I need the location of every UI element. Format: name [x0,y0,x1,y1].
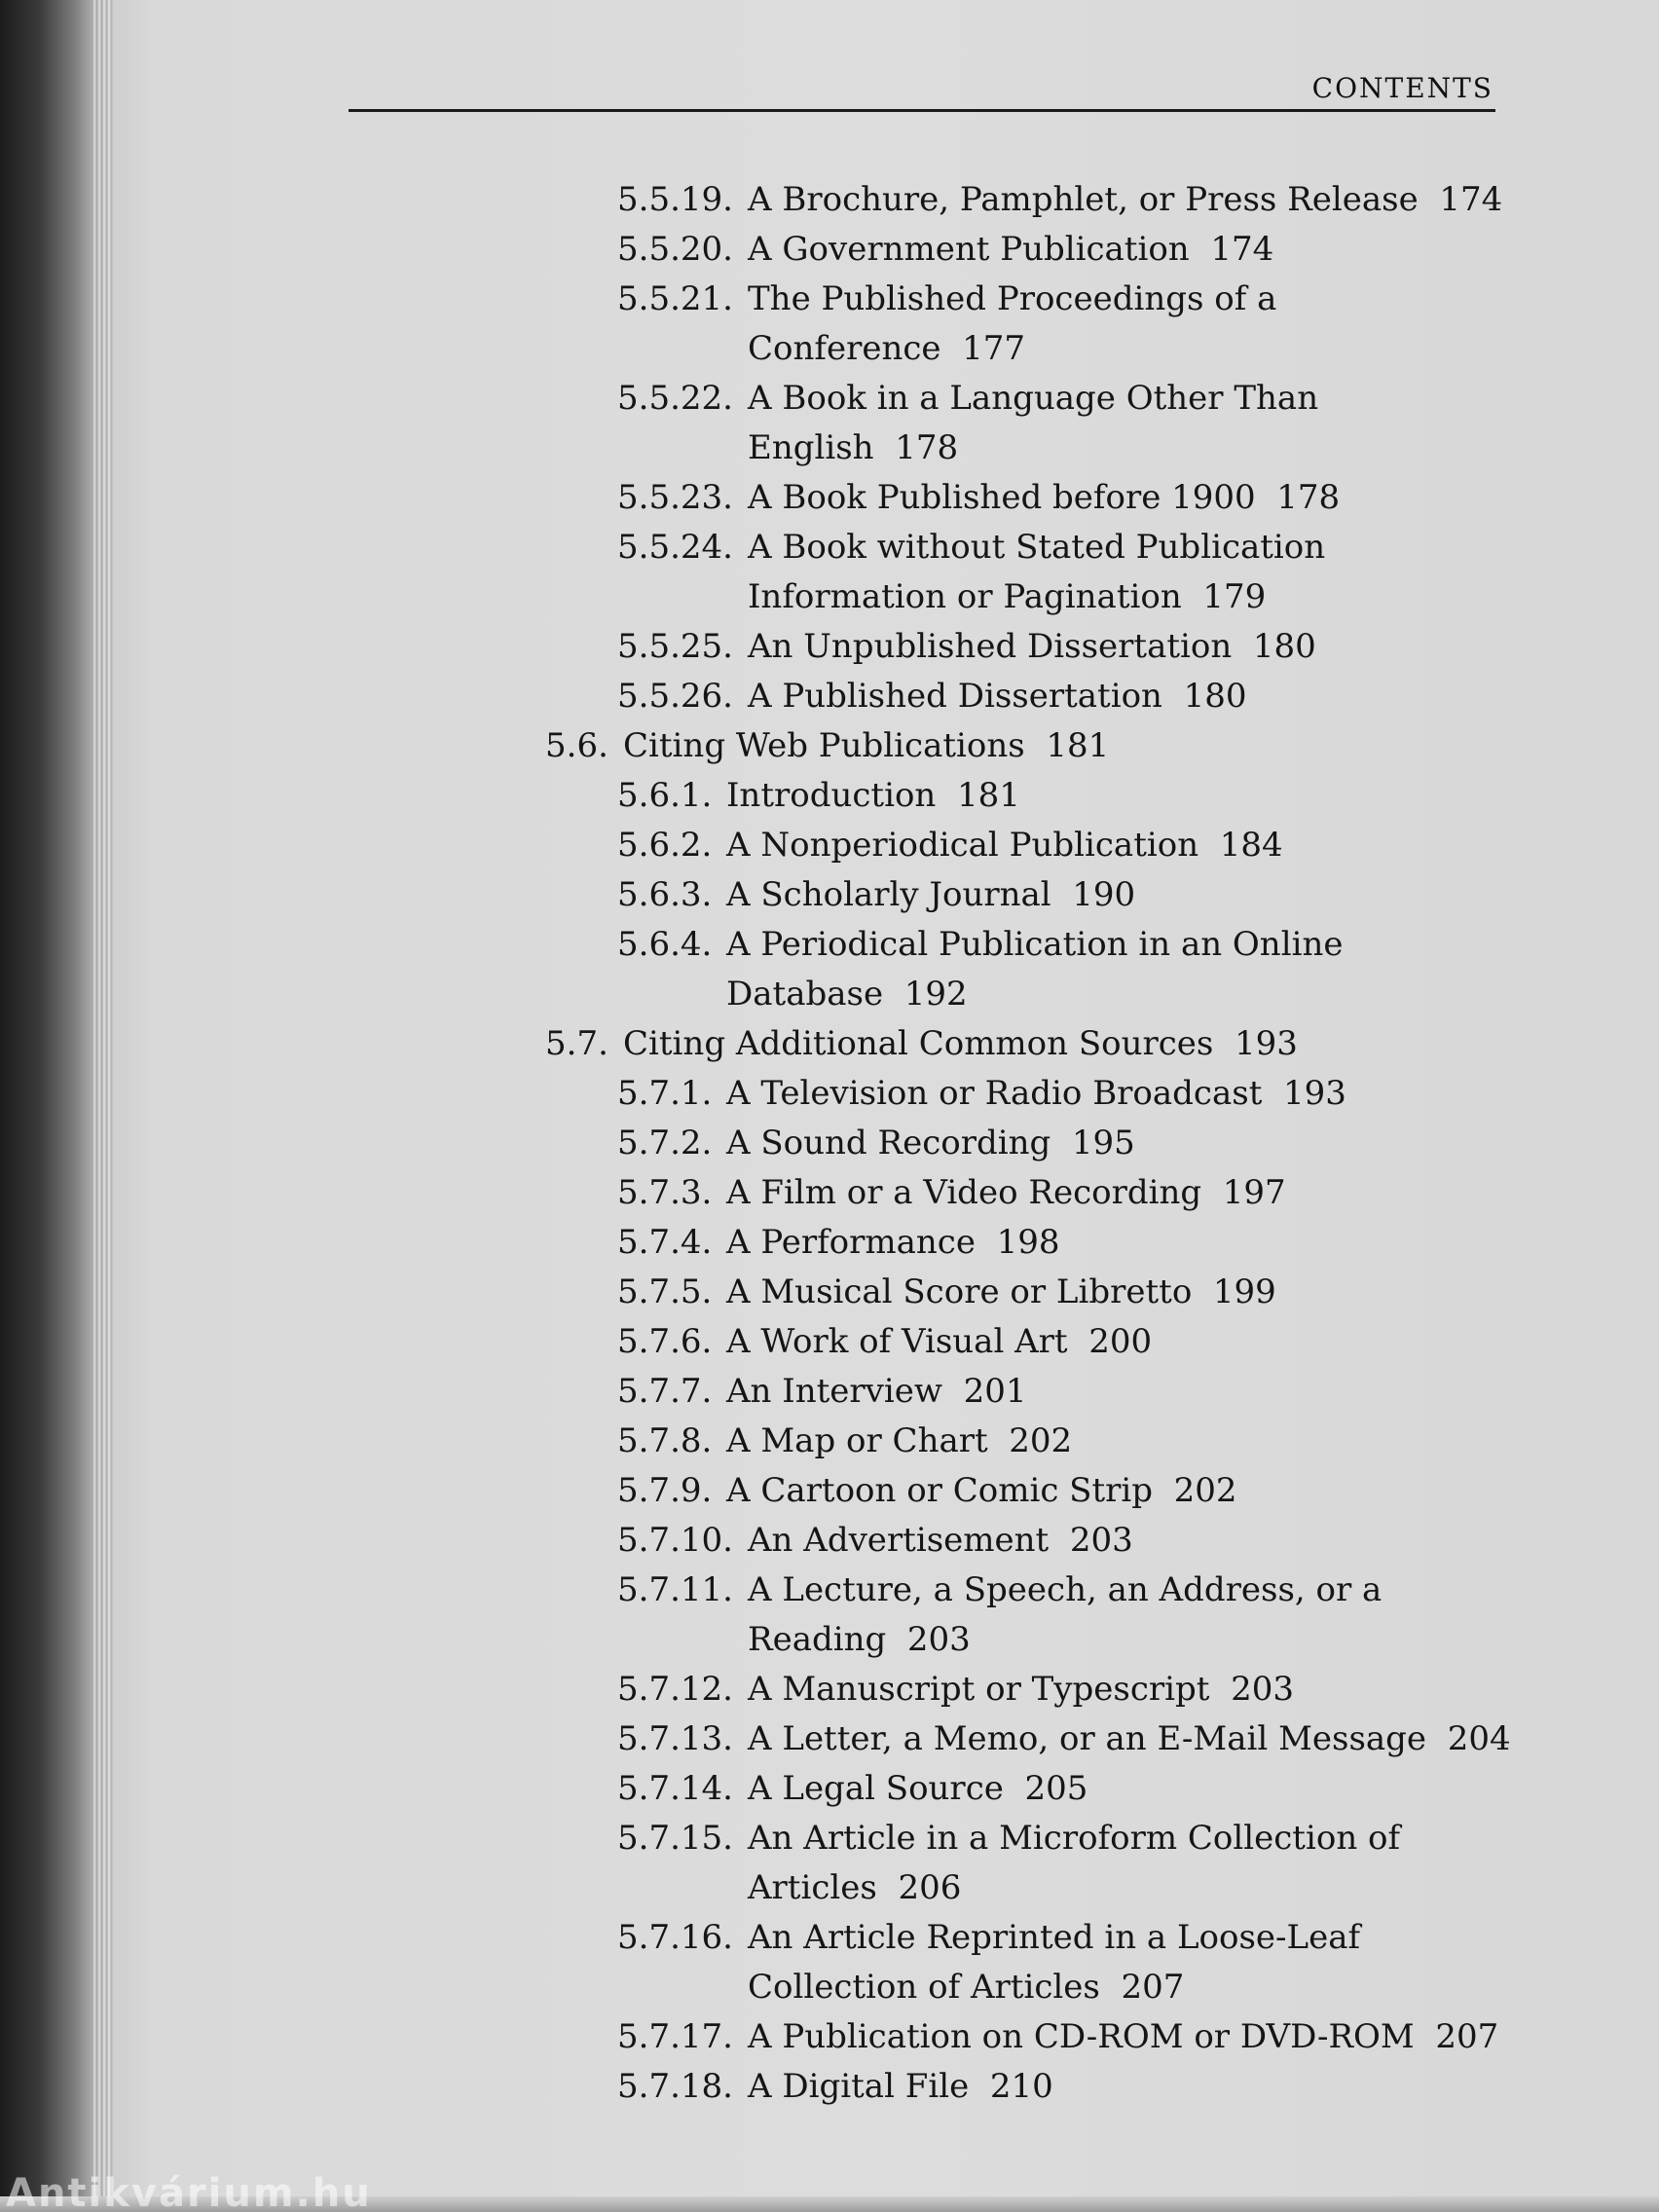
toc-entry [617,821,1283,870]
entry-number: 5.7.15. [617,1819,733,1858]
entry-title: An Interview 201 [726,1372,1027,1411]
page-number: 200 [1088,1322,1153,1361]
page-number: 193 [1235,1024,1298,1063]
toc-entry [617,1317,1152,1367]
entry-number: 5.7.4. [617,1223,713,1262]
page-number: 180 [1252,627,1316,666]
page-number: 203 [906,1620,971,1659]
toc-entry [617,1268,1276,1317]
toc-entry [617,622,1316,672]
toc-entry [617,1367,1026,1417]
entry-title: A Book in a Language Other Than English 178 [748,379,1319,467]
page-number: 203 [1231,1670,1294,1709]
toc-entry [617,275,1276,374]
entry-title: A Brochure, Pamphlet, or Press Release 174 [748,180,1503,219]
entry-number: 5.5.21. [617,279,733,318]
entry-title: A Book without Stated Publication Information or Pagination 179 [748,528,1326,616]
page-number: 174 [1439,180,1503,219]
entry-number: 5.6.1. [617,776,713,815]
page-number: 179 [1202,577,1267,616]
toc-entry [617,473,1340,523]
entry-title: A Nonperiodical Publication 184 [726,826,1283,865]
entry-title: A Television or Radio Broadcast 193 [726,1074,1346,1113]
entry-title: A Map or Chart 202 [726,1421,1073,1460]
page-number: 178 [1276,478,1341,517]
entry-title: A Published Dissertation 180 [748,677,1247,716]
toc-entry [617,1069,1346,1119]
entry-title: A Performance 198 [726,1223,1060,1262]
entry-title: A Publication on CD-ROM or DVD-ROM 207 [748,2017,1499,2056]
running-head: CONTENTS [1311,72,1493,104]
page-number: 184 [1219,826,1283,865]
entry-number: 5.6.3. [617,875,713,914]
page-number: 180 [1183,677,1247,716]
entry-number: 5.7.9. [617,1471,713,1510]
entry-number: 5.5.26. [617,677,733,716]
entry-number: 5.5.25. [617,627,733,666]
toc-entry [617,1168,1286,1218]
toc-entry [617,870,1135,920]
toc-entry [617,771,1020,821]
entry-title: A Sound Recording 195 [726,1124,1135,1162]
entry-number: 5.5.19. [617,180,733,219]
entry-number: 5.5.20. [617,230,733,269]
table-of-contents [0,171,1659,2157]
entry-number: 5.7.6. [617,1322,713,1361]
toc-entry [617,175,1502,225]
entry-number: 5.7.17. [617,2017,733,2056]
entry-title: Citing Additional Common Sources 193 [623,1024,1298,1063]
toc-entry [617,1913,1360,2012]
entry-title: A Manuscript or Typescript 203 [748,1670,1294,1709]
toc-entry [617,374,1318,473]
entry-number: 5.7.5. [617,1272,713,1311]
toc-entry [617,1665,1294,1714]
toc-section-heading [545,721,1109,771]
entry-title: A Government Publication 174 [748,230,1274,269]
entry-title: An Article Reprinted in a Loose-Leaf Collection of Articles 207 [748,1918,1361,2007]
toc-section-heading [545,1019,1298,1069]
page-number: 207 [1435,2017,1499,2056]
entry-title: A Digital File 210 [748,2067,1053,2106]
entry-number: 5.5.22. [617,379,733,418]
toc-entry [617,225,1273,275]
page-number: 181 [956,776,1020,815]
page-number: 197 [1222,1173,1286,1212]
entry-title: A Film or a Video Recording 197 [726,1173,1286,1212]
toc-entry [617,523,1325,622]
page-number: 174 [1210,230,1274,269]
entry-title: An Unpublished Dissertation 180 [748,627,1316,666]
entry-number: 5.7.14. [617,1769,733,1808]
entry-number: 5.5.23. [617,478,733,517]
entry-number: 5.7.1. [617,1074,713,1113]
entry-title: Introduction 181 [726,776,1020,815]
page-number: 178 [895,428,959,467]
header-rule [349,109,1495,112]
page-number: 181 [1046,726,1110,765]
toc-entry [617,1417,1072,1466]
entry-number: 5.7.2. [617,1124,713,1162]
page-number: 204 [1447,1719,1511,1758]
entry-title: Citing Web Publications 181 [623,726,1110,765]
entry-title: A Work of Visual Art 200 [726,1322,1153,1361]
entry-title: A Periodical Publication in an Online Database 192 [726,925,1344,1014]
entry-title: A Musical Score or Libretto 199 [726,1272,1276,1311]
toc-entry [617,1218,1060,1268]
entry-number: 5.6.4. [617,925,713,964]
entry-number: 5.7.18. [617,2067,733,2106]
page-number: 195 [1071,1124,1135,1162]
entry-title: A Book Published before 1900 178 [748,478,1341,517]
page-number: 190 [1072,875,1136,914]
entry-number: 5.5.24. [617,528,733,567]
toc-entry [617,920,1343,1019]
entry-title: A Letter, a Memo, or an E-Mail Message 204 [748,1719,1511,1758]
entry-title: An Advertisement 203 [748,1521,1133,1560]
page-number: 206 [898,1868,962,1907]
entry-title: The Published Proceedings of a Conference 177 [748,279,1277,368]
entry-number: 5.6. [545,726,608,765]
page-number: 205 [1024,1769,1088,1808]
toc-entry [617,1764,1088,1814]
entry-number: 5.7.3. [617,1173,713,1212]
entry-title: An Article in a Microform Collection of Articles 206 [748,1819,1401,1907]
entry-number: 5.7.8. [617,1421,713,1460]
toc-entry [617,2062,1053,2112]
entry-title: A Legal Source 205 [748,1769,1088,1808]
entry-title: A Cartoon or Comic Strip 202 [726,1471,1237,1510]
entry-number: 5.7.13. [617,1719,733,1758]
toc-entry [617,1566,1382,1665]
page-number: 202 [1173,1471,1237,1510]
entry-number: 5.6.2. [617,826,713,865]
entry-number: 5.7.10. [617,1521,733,1560]
toc-entry [617,1466,1237,1516]
entry-title: A Scholarly Journal 190 [726,875,1136,914]
entry-number: 5.7.11. [617,1570,733,1609]
toc-entry [617,2012,1498,2062]
page-number: 199 [1212,1272,1276,1311]
page-number: 192 [903,975,968,1014]
toc-entry [617,1516,1133,1566]
page-number: 203 [1069,1521,1133,1560]
toc-entry [617,672,1246,721]
watermark: Antikvárium.hu [6,2171,372,2212]
page-number: 210 [989,2067,1053,2106]
page-number: 177 [962,329,1026,368]
entry-number: 5.7. [545,1024,608,1063]
page-number: 207 [1121,1968,1185,2007]
page-number: 201 [963,1372,1027,1411]
entry-title: A Lecture, a Speech, an Address, or a Reading 203 [748,1570,1382,1659]
entry-number: 5.7.12. [617,1670,733,1709]
toc-entry [617,1119,1135,1168]
entry-number: 5.7.16. [617,1918,733,1957]
page-number: 198 [996,1223,1060,1262]
page-number: 202 [1009,1421,1073,1460]
page-number: 193 [1282,1074,1346,1113]
toc-entry [617,1714,1511,1764]
entry-number: 5.7.7. [617,1372,713,1411]
toc-entry [617,1814,1400,1913]
